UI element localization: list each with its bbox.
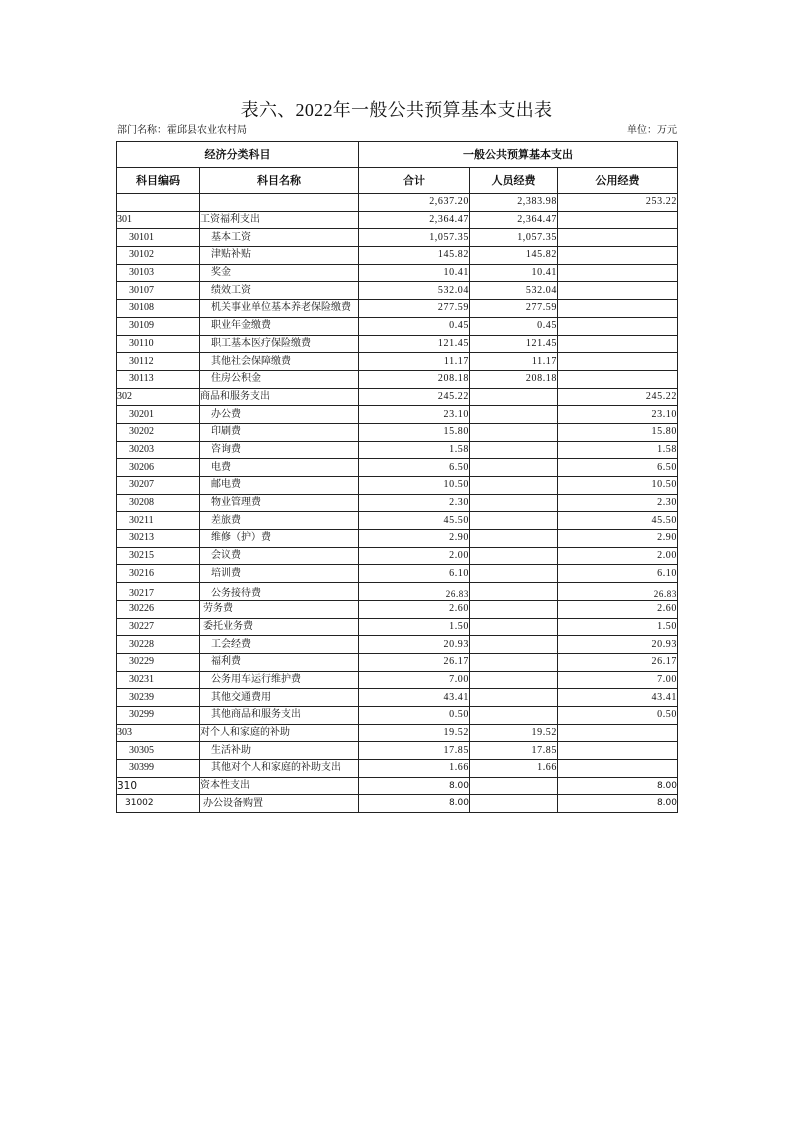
total-cell: 2,637.20 (359, 194, 470, 212)
name-cell: 奖金 (200, 264, 359, 282)
table-row-30226 (117, 600, 678, 618)
table-row-30217 (117, 583, 678, 601)
public-cell: 10.50 (558, 477, 678, 495)
personnel-cell: 1,057.35 (470, 229, 558, 247)
code-cell: 30229 (117, 653, 200, 671)
code-cell: 30203 (117, 441, 200, 459)
public-cell: 26.17 (558, 653, 678, 671)
total-cell: 6.10 (359, 565, 470, 583)
name-cell: 对个人和家庭的补助 (200, 724, 359, 742)
total-cell: 7.00 (359, 671, 470, 689)
name-cell: 培训费 (200, 565, 359, 583)
code-cell: 30399 (117, 760, 200, 778)
code-cell: 30201 (117, 406, 200, 424)
public-cell (558, 742, 678, 760)
public-cell: 245.22 (558, 388, 678, 406)
personnel-cell: 10.41 (470, 264, 558, 282)
total-column-header: 合计 (359, 168, 470, 194)
total-cell: 2.30 (359, 494, 470, 512)
code-cell: 30110 (117, 335, 200, 353)
table-row-total (117, 194, 678, 212)
table-row-30305 (117, 742, 678, 760)
total-cell: 19.52 (359, 724, 470, 742)
table-row-30107 (117, 282, 678, 300)
code-cell: 30226 (117, 600, 200, 618)
personnel-cell: 145.82 (470, 247, 558, 265)
name-cell: 公务用车运行维护费 (200, 671, 359, 689)
table-row-30215 (117, 547, 678, 565)
code-cell: 30217 (117, 583, 200, 601)
code-cell: 30215 (117, 547, 200, 565)
total-cell: 1.58 (359, 441, 470, 459)
table-row-301 (117, 211, 678, 229)
code-cell: 30108 (117, 300, 200, 318)
name-cell: 公务接待费 (200, 583, 359, 601)
total-cell: 2.60 (359, 600, 470, 618)
personnel-cell (470, 441, 558, 459)
table-row-30110 (117, 335, 678, 353)
total-cell: 0.50 (359, 706, 470, 724)
public-cell (558, 760, 678, 778)
code-cell: 30299 (117, 706, 200, 724)
personnel-cell: 1.66 (470, 760, 558, 778)
personnel-cell (470, 706, 558, 724)
table-row-30399 (117, 760, 678, 778)
total-cell: 45.50 (359, 512, 470, 530)
name-cell: 绩效工资 (200, 282, 359, 300)
name-cell: 委托业务费 (200, 618, 359, 636)
name-cell: 住房公积金 (200, 370, 359, 388)
total-cell: 245.22 (359, 388, 470, 406)
name-cell: 职业年金缴费 (200, 317, 359, 335)
code-cell: 31002 (117, 795, 200, 813)
total-cell: 10.41 (359, 264, 470, 282)
name-cell: 电费 (200, 459, 359, 477)
personnel-cell (470, 671, 558, 689)
name-cell: 职工基本医疗保险缴费 (200, 335, 359, 353)
personnel-cell (470, 653, 558, 671)
total-cell: 1,057.35 (359, 229, 470, 247)
code-cell: 30211 (117, 512, 200, 530)
code-cell: 30113 (117, 370, 200, 388)
personnel-cell (470, 388, 558, 406)
column-header-row (117, 168, 678, 194)
personnel-column-header: 人员经费 (470, 168, 558, 194)
name-cell: 邮电费 (200, 477, 359, 495)
name-cell: 印刷费 (200, 423, 359, 441)
total-cell: 10.50 (359, 477, 470, 495)
table-row-30228 (117, 636, 678, 654)
public-cell: 0.50 (558, 706, 678, 724)
personnel-cell: 208.18 (470, 370, 558, 388)
code-cell: 30206 (117, 459, 200, 477)
personnel-cell (470, 795, 558, 813)
personnel-cell (470, 530, 558, 548)
name-cell: 资本性支出 (200, 777, 359, 795)
public-cell: 8.00 (558, 795, 678, 813)
code-cell: 30101 (117, 229, 200, 247)
public-cell: 2.90 (558, 530, 678, 548)
name-cell: 其他社会保障缴费 (200, 353, 359, 371)
personnel-cell: 11.17 (470, 353, 558, 371)
public-cell (558, 282, 678, 300)
public-cell (558, 724, 678, 742)
personnel-cell (470, 512, 558, 530)
personnel-cell (470, 777, 558, 795)
public-cell (558, 247, 678, 265)
personnel-cell (470, 406, 558, 424)
public-cell: 7.00 (558, 671, 678, 689)
code-cell: 30202 (117, 423, 200, 441)
table-row-30239 (117, 689, 678, 707)
name-cell: 商品和服务支出 (200, 388, 359, 406)
table-row-30102 (117, 247, 678, 265)
personnel-cell (470, 547, 558, 565)
total-cell: 26.17 (359, 653, 470, 671)
total-cell: 532.04 (359, 282, 470, 300)
public-cell: 45.50 (558, 512, 678, 530)
public-cell: 26.83 (558, 583, 678, 601)
public-cell: 6.10 (558, 565, 678, 583)
total-cell: 2.00 (359, 547, 470, 565)
table-row-31002 (117, 795, 678, 813)
table-row-30109 (117, 317, 678, 335)
name-cell: 其他对个人和家庭的补助支出 (200, 760, 359, 778)
total-cell: 2,364.47 (359, 211, 470, 229)
name-cell: 会议费 (200, 547, 359, 565)
code-column-header: 科目编码 (117, 168, 200, 194)
table-row-303 (117, 724, 678, 742)
total-cell: 1.66 (359, 760, 470, 778)
name-cell: 其他交通费用 (200, 689, 359, 707)
total-cell: 6.50 (359, 459, 470, 477)
total-cell: 8.00 (359, 795, 470, 813)
total-cell: 8.00 (359, 777, 470, 795)
code-cell: 30107 (117, 282, 200, 300)
public-cell: 2.30 (558, 494, 678, 512)
total-cell: 121.45 (359, 335, 470, 353)
code-cell: 30239 (117, 689, 200, 707)
public-cell: 253.22 (558, 194, 678, 212)
name-cell: 劳务费 (200, 600, 359, 618)
table-row-30202 (117, 423, 678, 441)
personnel-cell: 121.45 (470, 335, 558, 353)
table-row-30103 (117, 264, 678, 282)
personnel-cell: 2,364.47 (470, 211, 558, 229)
personnel-cell (470, 494, 558, 512)
department-name: 部门名称：霍邱县农业农村局 (117, 125, 247, 136)
code-cell: 30103 (117, 264, 200, 282)
code-cell: 30102 (117, 247, 200, 265)
personnel-cell (470, 459, 558, 477)
public-cell: 2.00 (558, 547, 678, 565)
code-cell: 302 (117, 388, 200, 406)
public-cell: 20.93 (558, 636, 678, 654)
table-row-30207 (117, 477, 678, 495)
classification-group-header: 经济分类科目 (117, 142, 359, 168)
table-row-30112 (117, 353, 678, 371)
code-cell: 30227 (117, 618, 200, 636)
public-cell (558, 335, 678, 353)
code-cell: 30216 (117, 565, 200, 583)
group-header-row (117, 142, 678, 168)
public-cell (558, 317, 678, 335)
table-row-30229 (117, 653, 678, 671)
total-cell: 2.90 (359, 530, 470, 548)
table-row-30299 (117, 706, 678, 724)
total-cell: 15.80 (359, 423, 470, 441)
total-cell: 208.18 (359, 370, 470, 388)
personnel-cell (470, 583, 558, 601)
total-cell: 11.17 (359, 353, 470, 371)
personnel-cell: 277.59 (470, 300, 558, 318)
code-cell: 30207 (117, 477, 200, 495)
public-cell: 6.50 (558, 459, 678, 477)
code-cell: 30112 (117, 353, 200, 371)
document-title: 表六、2022年一般公共预算基本支出表 (240, 100, 553, 120)
name-cell: 物业管理费 (200, 494, 359, 512)
table-row-30208 (117, 494, 678, 512)
code-cell: 301 (117, 211, 200, 229)
code-cell: 30231 (117, 671, 200, 689)
personnel-cell: 532.04 (470, 282, 558, 300)
personnel-cell (470, 689, 558, 707)
code-cell: 30208 (117, 494, 200, 512)
public-column-header: 公用经费 (558, 168, 678, 194)
total-cell: 1.50 (359, 618, 470, 636)
table-row-30113 (117, 370, 678, 388)
public-cell: 1.50 (558, 618, 678, 636)
name-cell: 工资福利支出 (200, 211, 359, 229)
total-cell: 26.83 (359, 583, 470, 601)
table-row-30216 (117, 565, 678, 583)
public-cell (558, 353, 678, 371)
code-cell: 30213 (117, 530, 200, 548)
public-cell (558, 300, 678, 318)
name-cell: 差旅费 (200, 512, 359, 530)
public-cell: 43.41 (558, 689, 678, 707)
code-cell (117, 194, 200, 212)
table-row-30231 (117, 671, 678, 689)
code-cell: 310 (117, 777, 200, 795)
public-cell (558, 264, 678, 282)
table-row-30227 (117, 618, 678, 636)
name-cell: 生活补助 (200, 742, 359, 760)
table-row-30211 (117, 512, 678, 530)
name-cell: 基本工资 (200, 229, 359, 247)
name-cell: 机关事业单位基本养老保险缴费 (200, 300, 359, 318)
total-cell: 20.93 (359, 636, 470, 654)
code-cell: 30109 (117, 317, 200, 335)
code-cell: 30228 (117, 636, 200, 654)
budget-expenditure-table (116, 141, 678, 813)
public-cell: 1.58 (558, 441, 678, 459)
personnel-cell: 19.52 (470, 724, 558, 742)
name-column-header: 科目名称 (200, 168, 359, 194)
table-row-30206 (117, 459, 678, 477)
code-cell: 303 (117, 724, 200, 742)
public-cell: 8.00 (558, 777, 678, 795)
total-cell: 17.85 (359, 742, 470, 760)
name-cell (200, 194, 359, 212)
name-cell: 办公费 (200, 406, 359, 424)
personnel-cell (470, 618, 558, 636)
personnel-cell (470, 477, 558, 495)
public-cell: 2.60 (558, 600, 678, 618)
table-row-30213 (117, 530, 678, 548)
name-cell: 其他商品和服务支出 (200, 706, 359, 724)
budget-table-body (117, 194, 678, 813)
name-cell: 维修（护）费 (200, 530, 359, 548)
name-cell: 咨询费 (200, 441, 359, 459)
name-cell: 津贴补贴 (200, 247, 359, 265)
name-cell: 办公设备购置 (200, 795, 359, 813)
code-cell: 30305 (117, 742, 200, 760)
personnel-cell: 17.85 (470, 742, 558, 760)
table-row-310 (117, 777, 678, 795)
total-cell: 145.82 (359, 247, 470, 265)
public-cell: 15.80 (558, 423, 678, 441)
table-row-30101 (117, 229, 678, 247)
personnel-cell (470, 600, 558, 618)
table-row-302 (117, 388, 678, 406)
total-cell: 43.41 (359, 689, 470, 707)
personnel-cell (470, 565, 558, 583)
personnel-cell (470, 636, 558, 654)
public-cell (558, 229, 678, 247)
name-cell: 福利费 (200, 653, 359, 671)
total-cell: 0.45 (359, 317, 470, 335)
table-header (117, 142, 678, 194)
total-cell: 23.10 (359, 406, 470, 424)
personnel-cell (470, 423, 558, 441)
table-row-30108 (117, 300, 678, 318)
table-row-30201 (117, 406, 678, 424)
personnel-cell: 2,383.98 (470, 194, 558, 212)
expenditure-group-header: 一般公共预算基本支出 (359, 142, 678, 168)
total-cell: 277.59 (359, 300, 470, 318)
unit-label: 单位：万元 (627, 125, 677, 136)
public-cell (558, 211, 678, 229)
public-cell: 23.10 (558, 406, 678, 424)
personnel-cell: 0.45 (470, 317, 558, 335)
public-cell (558, 370, 678, 388)
name-cell: 工会经费 (200, 636, 359, 654)
table-row-30203 (117, 441, 678, 459)
